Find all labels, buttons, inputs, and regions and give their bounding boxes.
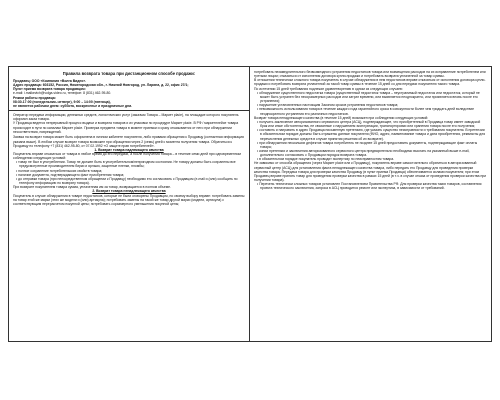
paragraph: У Продавца ведется непрерывный процесс выдачи и возврата товаров и их упаковки по процедуре Маркет plaće. В РФ / маркетплейсе товара происходит в пути по каналам Маркет plaće. Проверка предмета товара в момент приемки и сразу отказывается от него при обнаружении несоответствия, повреждений. — [13, 121, 239, 134]
section-divider — [9, 110, 249, 111]
left-column — [9, 67, 250, 341]
section1-heading: 1. Возврат товара надлежащего качества — [94, 147, 164, 152]
right-column — [250, 67, 491, 341]
list-item: • до отправки товара (при непосредственном обращении к Продавцу) необходимо его согласовать с Продавцом (e-mail и (или) сообщить по телефону информацию по возврату товара). — [16, 176, 238, 186]
list-item: • составить и направить в адрес Продавца письменную претензию, где указать существо неисправности и требования покупателя. В претензии в обязательном порядке должны быть отражены данные покупателя (ФИО, адрес, наименование товара и дата приобретения, реквизиты для перечисления денежных средств в случае принятия решения об их возврате). — [257, 128, 486, 141]
paragraph: Не зависимо от способа обращения (через Маркет plaće или к Продавцу), покупатель вправе самостоятельно обратиться в авторизованный сервисный центр (АСЦ) для установления факта ненадлежащего качества товара, либо передать его Продавцу для проведения проверки качества товара. Передача товара для проверки качества Продавцу (в пункт приема Продавца) обеспечивается силами покупателя; при этом Продавец вправе принять товар для проведения проверки качества в рамках 15 дней (в т.ч. в случае отказа от проведения проверки качества при получении товара). — [254, 161, 487, 183]
return-point-label: Пункт приема возврата товара продавцом: — [13, 87, 86, 92]
list-item: • в обязательном порядке покупатель проводит экспертизу по неисправностям товара. — [257, 157, 395, 162]
list-item: • товар не был в употреблении. Товар не должен быть в употребительном/непригодном состоянии. Не товару должны быть сохранены все предусмотренные производителем бирки и ярлыки, защитные пленки, пломбы; — [16, 160, 236, 169]
working-hours: 08:30-17:00 (понедельник–четверг), 9:00 – 14:00 (пятница), — [13, 99, 111, 104]
non-working-days: не является рабочим днем: суббота, воскресенье и праздничные дни. — [13, 103, 133, 108]
paragraph: Возврат товара ненадлежащего качества (в течение 15 дней) возможен при соблюдении следующих условий: — [254, 115, 429, 120]
list-item: • Перечень технически сложных товаров установлен Постановлением Правительства РФ. Для проверки качества таких товаров, составления проекта технического заключения, запроса в АСЦ проводится ремонт или экспертиза, в зависимости от требований. — [257, 182, 482, 191]
paragraph: Оператор передачи информации, денежных средств, логистических услуг (заказчик Товара – Маркет plaće), на площадке которого покупатель оформил заказ товара. — [13, 113, 239, 122]
seller-contacts[interactable]: e-mail: i.malkevich@volga-video.ru, телефон: 8 (831) 462-95-80. — [13, 91, 112, 96]
right-body — [254, 70, 487, 191]
seller-address: Адрес продавца: 603152, Россия, Нижегородская обл., г. Нижний Новгород, ул. Ларина, д. 22, офис 27/1; — [13, 83, 189, 88]
list-item: • обнаружение существенного недостатка товара (существенный недостаток товара – неустранимый недостаток или недостаток, который не может быть устранен без несоразмерных расходов или затрат времени, или выявляется неоднократно, или проявляется вновь после его устранения); — [257, 90, 480, 104]
list-item: • при обнаружении нескольких дефектов товара потребитель не позднее 15 дней предоставить документы, подтверждающие факт оплаты товара; — [257, 140, 478, 149]
paragraph: Заявка на возврат товара может быть оформлена в личном кабинете покупателя, либо правами обращения к Продавцу (контактная информация указана выше). В любом случае возврат товара возможен при обращении через 2 (семь) дней с момента получения товара. Обратиться к Продавцу по телефону +7 (831) 462-95-80, от 07.02.1992 «О защите прав потребителей». — [13, 135, 244, 148]
list-item: • копии претензии и заключения авторизованного сервисного центра предварительно необходимо выслать на указанный выше e-mail, дополнительно согласовать с Продавцом порядок возврата товара. — [257, 148, 470, 158]
document-page — [8, 66, 492, 342]
section2-heading: 2. Возврат товара ненадлежащего качества — [92, 189, 166, 194]
list-item: • наличие документа, подтверждающего факт приобретения товара; — [16, 172, 125, 177]
seller-info — [13, 79, 245, 108]
paragraph: В отношении технически сложного товара покупатель в случае обнаружения в нем недостатков вправе отказаться от исполнения договора купли-продажи и потребовать возврата уплаченной за такой товар суммы в течение 15 дней со дня передачи покупателю такого товара. — [254, 78, 486, 87]
paragraph: Покупатель вправе отказаться от товара в любое время до его передачи, а после получения товара – в течение семи дней при одновременном соблюдении следующих условий: — [13, 152, 241, 161]
document-title: Правила возврата товара при дистанционном способе продажи: — [62, 71, 196, 76]
list-item: • получить заключение авторизованного сервисного центра (АСЦ), подтверждающее, что приобретенный в Продавца товар имеет заводской брак или иные обстоятельства, не связанные с нарушением эксплуатации, транспортировки или хранения товара после его получения; — [257, 119, 481, 129]
list-item: • полное сохранение потребительских свойств товара; — [16, 168, 103, 173]
left-body — [13, 113, 245, 206]
working-hours-label: Режим работы продавца: — [13, 95, 56, 100]
paragraph: По истечении 15 дней требования подлежат удовлетворению в одном из следующих случаев: — [254, 86, 403, 91]
list-item: • невозможность использования товара в течение каждого года гарантийного срока в совокупности более чем тридцать дней вследствие неоднократного устранения его различных недостатков. — [257, 107, 475, 116]
paragraph: Покупатель в случае обнаружения в товаре недостатков, которые не были оговорены Продавцом, по своему выбору вправе: потребовать замены на товар этой же марки (этих же модели и (или) артикула); потребовать замены на такой же товар другой марки (модели, артикула) с соответствующим перерасчетом покупной цены; потребовать соразмерного уменьшения покупной цены; — [13, 193, 245, 206]
paragraph: потребовать незамедлительного безвозмездного устранения недостатков товара или возмещения расходов на их исправление потребителем или третьим лицом; отказаться от исполнения договора купли-продажи и потребовать возврата уплаченной за товар суммы. — [254, 70, 486, 79]
list-item: • нарушение установленных настоящим Законом сроков устранения недостатков товара; — [257, 103, 399, 108]
paragraph: При возврате покупателем товара сумма, уплаченная им за товар, возвращается в полном объеме. — [13, 185, 171, 190]
seller-name: Продавец: ООО «Компания «Волга Видео». — [13, 79, 87, 83]
